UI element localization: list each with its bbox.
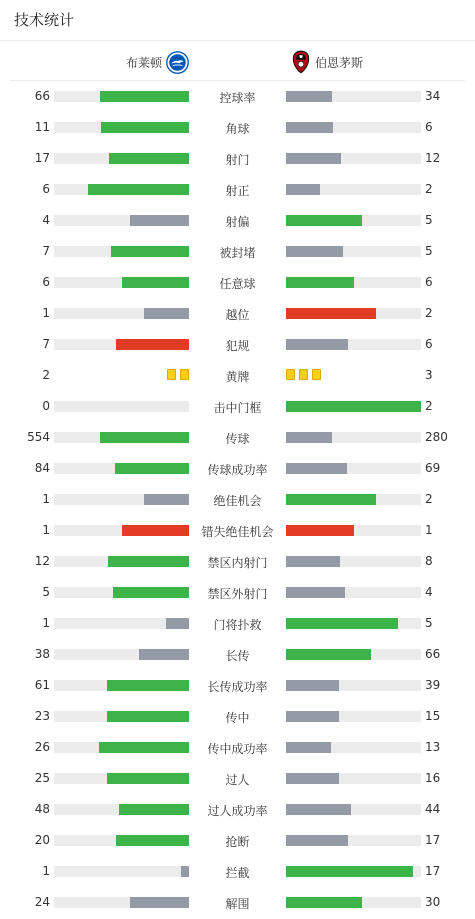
stat-row xyxy=(0,484,475,515)
home-bar-track xyxy=(54,556,189,567)
home-value: 1 xyxy=(42,864,50,878)
away-bar-fill xyxy=(286,184,320,195)
away-value: 13 xyxy=(425,740,441,754)
home-value: 554 xyxy=(27,430,50,444)
away-value: 17 xyxy=(425,864,441,878)
away-bar-track xyxy=(286,618,421,629)
home-team-name: 布莱顿 xyxy=(126,55,163,70)
home-bar-track xyxy=(54,432,189,443)
away-bar-track xyxy=(286,897,421,908)
away-bar-fill xyxy=(286,525,354,536)
home-bar-track xyxy=(54,866,189,877)
home-bar-track xyxy=(54,463,189,474)
away-bar-fill xyxy=(286,680,339,691)
home-value: 48 xyxy=(34,802,50,816)
home-bar-track xyxy=(54,587,189,598)
home-bar-fill xyxy=(119,804,189,815)
home-bar-track xyxy=(54,773,189,784)
away-value: 6 xyxy=(425,337,433,351)
away-bar-track xyxy=(286,153,421,164)
away-value: 44 xyxy=(425,802,441,816)
stat-row xyxy=(0,298,475,329)
away-bar-fill xyxy=(286,277,354,288)
away-bar-track xyxy=(286,804,421,815)
away-value: 5 xyxy=(425,616,433,630)
home-bar-fill xyxy=(116,835,189,846)
away-value: 2 xyxy=(425,399,433,413)
away-value: 39 xyxy=(425,678,441,692)
away-bar-track xyxy=(286,525,421,536)
away-bar-track xyxy=(286,773,421,784)
home-bar-fill xyxy=(107,711,189,722)
stat-label: 击中门框 xyxy=(213,401,262,415)
stat-label: 错失绝佳机会 xyxy=(201,525,274,539)
stat-label: 被封堵 xyxy=(219,246,256,260)
away-value: 30 xyxy=(425,895,441,909)
away-bar-track xyxy=(286,556,421,567)
away-bar-track xyxy=(286,246,421,257)
home-value: 12 xyxy=(34,554,50,568)
away-bar-track xyxy=(286,866,421,877)
stat-label: 抢断 xyxy=(225,835,250,849)
stat-label: 传中成功率 xyxy=(207,742,268,756)
home-value: 1 xyxy=(42,523,50,537)
home-bar-fill xyxy=(115,463,189,474)
stat-row xyxy=(0,763,475,794)
away-bar-fill xyxy=(286,587,345,598)
away-bar-fill xyxy=(286,308,376,319)
stat-label: 长传成功率 xyxy=(207,680,268,694)
home-bar-fill xyxy=(108,556,189,567)
stat-row xyxy=(0,577,475,608)
home-value: 25 xyxy=(34,771,50,785)
home-bar-fill xyxy=(100,91,189,102)
home-bar-track xyxy=(54,184,189,195)
brighton-crest-icon xyxy=(166,51,189,74)
away-bar-track xyxy=(286,649,421,660)
home-bar-track xyxy=(54,339,189,350)
stat-label: 角球 xyxy=(225,122,250,136)
stat-label: 拦截 xyxy=(225,866,250,880)
home-bar-track xyxy=(54,308,189,319)
stat-row xyxy=(0,205,475,236)
stat-label: 射门 xyxy=(225,153,250,167)
stat-label: 控球率 xyxy=(219,91,256,105)
away-yellow-cards xyxy=(286,369,321,380)
home-bar-track xyxy=(54,742,189,753)
stat-row xyxy=(0,670,475,701)
home-bar-fill xyxy=(107,680,189,691)
away-bar-fill xyxy=(286,339,348,350)
away-value: 17 xyxy=(425,833,441,847)
yellow-card-icon xyxy=(180,369,189,380)
away-bar-fill xyxy=(286,866,413,877)
stat-label: 门将扑救 xyxy=(213,618,262,632)
stat-label: 任意球 xyxy=(219,277,256,291)
away-bar-fill xyxy=(286,711,339,722)
away-value: 6 xyxy=(425,275,433,289)
home-bar-track xyxy=(54,897,189,908)
home-bar-track xyxy=(54,215,189,226)
stat-row xyxy=(0,143,475,174)
home-bar-fill xyxy=(144,494,189,505)
away-value: 66 xyxy=(425,647,441,661)
away-bar-fill xyxy=(286,494,376,505)
away-value: 280 xyxy=(425,430,448,444)
away-team-name: 伯恩茅斯 xyxy=(315,55,364,70)
stat-label: 过人 xyxy=(225,773,250,787)
away-bar-track xyxy=(286,122,421,133)
title-divider xyxy=(0,40,475,41)
home-bar-fill xyxy=(111,246,189,257)
home-value: 66 xyxy=(34,89,50,103)
away-bar-track xyxy=(286,835,421,846)
away-bar-fill xyxy=(286,556,340,567)
home-bar-track xyxy=(54,246,189,257)
stat-row xyxy=(0,112,475,143)
away-value: 12 xyxy=(425,151,441,165)
stat-label: 禁区外射门 xyxy=(207,587,268,601)
stat-label: 犯规 xyxy=(225,339,250,353)
home-bar-track xyxy=(54,525,189,536)
stat-label: 传中 xyxy=(225,711,250,725)
away-bar-fill xyxy=(286,835,348,846)
home-bar-track xyxy=(54,711,189,722)
home-value: 6 xyxy=(42,182,50,196)
home-bar-track xyxy=(54,835,189,846)
stat-label: 传球 xyxy=(225,432,250,446)
home-value: 0 xyxy=(42,399,50,413)
home-bar-fill xyxy=(130,897,189,908)
home-value: 17 xyxy=(34,151,50,165)
home-bar-fill xyxy=(139,649,189,660)
home-bar-track xyxy=(54,804,189,815)
away-value: 69 xyxy=(425,461,441,475)
stat-label: 过人成功率 xyxy=(207,804,268,818)
home-value: 5 xyxy=(42,585,50,599)
yellow-card-icon xyxy=(286,369,295,380)
away-value: 2 xyxy=(425,492,433,506)
home-bar-track xyxy=(54,618,189,629)
stats-list xyxy=(0,81,475,918)
away-bar-track xyxy=(286,401,421,412)
stat-row xyxy=(0,422,475,453)
home-bar-track xyxy=(54,649,189,660)
stat-row xyxy=(0,732,475,763)
away-value: 1 xyxy=(425,523,433,537)
stat-row xyxy=(0,453,475,484)
home-bar-fill xyxy=(109,153,189,164)
home-value: 1 xyxy=(42,616,50,630)
stat-row xyxy=(0,81,475,112)
away-team-header[interactable] xyxy=(292,48,363,76)
home-value: 4 xyxy=(42,213,50,227)
home-bar-track xyxy=(54,401,189,412)
home-value: 24 xyxy=(34,895,50,909)
yellow-card-icon xyxy=(299,369,308,380)
away-bar-track xyxy=(286,742,421,753)
stat-row xyxy=(0,608,475,639)
home-value: 26 xyxy=(34,740,50,754)
home-value: 11 xyxy=(34,120,50,134)
away-value: 5 xyxy=(425,213,433,227)
stat-row xyxy=(0,546,475,577)
yellow-card-icon xyxy=(167,369,176,380)
home-bar-fill xyxy=(101,122,189,133)
away-bar-fill xyxy=(286,742,331,753)
stat-row xyxy=(0,515,475,546)
away-bar-track xyxy=(286,587,421,598)
stat-label: 绝佳机会 xyxy=(213,494,262,508)
stat-row xyxy=(0,267,475,298)
home-value: 1 xyxy=(42,492,50,506)
home-value: 7 xyxy=(42,244,50,258)
home-value: 6 xyxy=(42,275,50,289)
stat-row xyxy=(0,887,475,918)
away-bar-track xyxy=(286,308,421,319)
stat-label: 射偏 xyxy=(225,215,250,229)
away-bar-track xyxy=(286,277,421,288)
away-bar-track xyxy=(286,432,421,443)
home-bar-fill xyxy=(144,308,189,319)
stat-label: 黄牌 xyxy=(225,370,250,384)
away-bar-fill xyxy=(286,432,332,443)
away-bar-fill xyxy=(286,91,332,102)
home-value: 23 xyxy=(34,709,50,723)
away-bar-fill xyxy=(286,897,362,908)
away-value: 3 xyxy=(425,368,433,382)
stat-row xyxy=(0,639,475,670)
home-bar-fill xyxy=(88,184,189,195)
stat-row xyxy=(0,391,475,422)
page-title: 技术统计 xyxy=(14,11,75,29)
away-value: 2 xyxy=(425,306,433,320)
home-team-header[interactable] xyxy=(126,48,189,76)
stat-row xyxy=(0,174,475,205)
home-yellow-cards xyxy=(167,369,189,380)
home-value: 38 xyxy=(34,647,50,661)
stat-row xyxy=(0,825,475,856)
away-bar-fill xyxy=(286,649,371,660)
home-bar-track xyxy=(54,680,189,691)
home-bar-track xyxy=(54,122,189,133)
stat-row xyxy=(0,794,475,825)
away-bar-track xyxy=(286,215,421,226)
home-bar-track xyxy=(54,91,189,102)
away-bar-fill xyxy=(286,246,343,257)
away-value: 16 xyxy=(425,771,441,785)
home-bar-fill xyxy=(100,432,189,443)
stat-label: 射正 xyxy=(225,184,250,198)
home-bar-fill xyxy=(113,587,189,598)
away-value: 8 xyxy=(425,554,433,568)
away-bar-fill xyxy=(286,401,421,412)
home-bar-fill xyxy=(166,618,189,629)
away-value: 34 xyxy=(425,89,441,103)
away-bar-track xyxy=(286,494,421,505)
bournemouth-crest-icon xyxy=(292,50,310,74)
home-bar-fill xyxy=(130,215,189,226)
away-value: 2 xyxy=(425,182,433,196)
away-bar-fill xyxy=(286,618,398,629)
away-bar-track xyxy=(286,711,421,722)
away-bar-track xyxy=(286,184,421,195)
away-bar-fill xyxy=(286,122,333,133)
stat-row xyxy=(0,329,475,360)
away-bar-track xyxy=(286,339,421,350)
away-bar-track xyxy=(286,91,421,102)
away-bar-track xyxy=(286,463,421,474)
away-bar-fill xyxy=(286,463,347,474)
home-bar-fill xyxy=(122,525,190,536)
home-value: 2 xyxy=(42,368,50,382)
stat-row xyxy=(0,236,475,267)
home-bar-track xyxy=(54,494,189,505)
home-value: 61 xyxy=(34,678,50,692)
away-bar-track xyxy=(286,680,421,691)
away-bar-fill xyxy=(286,773,339,784)
stat-label: 禁区内射门 xyxy=(207,556,268,570)
away-value: 4 xyxy=(425,585,433,599)
home-bar-track xyxy=(54,277,189,288)
stat-row xyxy=(0,701,475,732)
away-value: 5 xyxy=(425,244,433,258)
stat-label: 传球成功率 xyxy=(207,463,268,477)
away-value: 15 xyxy=(425,709,441,723)
home-value: 1 xyxy=(42,306,50,320)
home-bar-fill xyxy=(122,277,190,288)
home-bar-fill xyxy=(107,773,189,784)
home-bar-fill xyxy=(99,742,189,753)
home-bar-fill xyxy=(116,339,189,350)
stat-label: 解围 xyxy=(225,897,250,911)
stat-label: 长传 xyxy=(225,649,250,663)
away-bar-fill xyxy=(286,153,341,164)
stat-row xyxy=(0,856,475,887)
home-value: 84 xyxy=(34,461,50,475)
stat-label: 越位 xyxy=(225,308,250,322)
home-value: 7 xyxy=(42,337,50,351)
stat-row xyxy=(0,360,475,391)
away-bar-fill xyxy=(286,215,362,226)
away-value: 6 xyxy=(425,120,433,134)
away-bar-fill xyxy=(286,804,351,815)
home-bar-fill xyxy=(181,866,189,877)
home-value: 20 xyxy=(34,833,50,847)
home-bar-track xyxy=(54,153,189,164)
yellow-card-icon xyxy=(312,369,321,380)
